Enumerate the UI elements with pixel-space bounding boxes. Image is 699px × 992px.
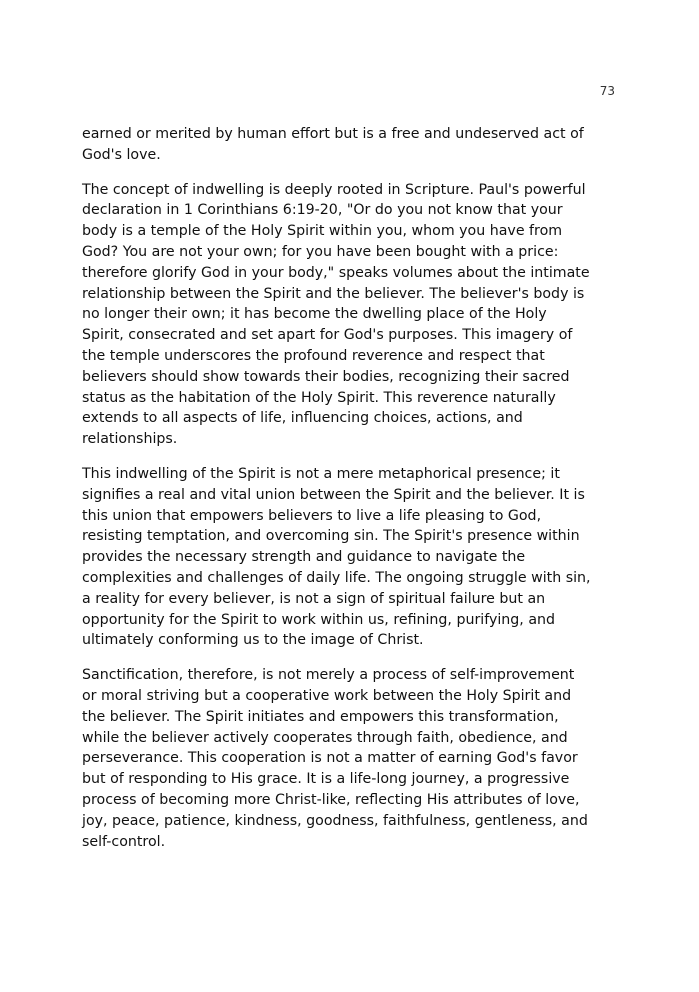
page-number: 73 — [599, 84, 615, 98]
paragraph — [82, 464, 642, 651]
text-line: a reality for every believer, is not a sign of spiritual failure but an — [82, 590, 546, 607]
text-line: no longer their own; it has become the dwelling place of the Holy — [82, 306, 547, 323]
paragraph — [82, 124, 642, 166]
body-text — [82, 124, 642, 866]
text-line: relationship between the Spirit and the believer. The believer's body is — [82, 285, 585, 302]
text-line: opportunity for the Spirit to work within us, refining, purifying, and — [82, 611, 556, 628]
text-line: ultimately conforming us to the image of Christ. — [82, 632, 424, 649]
text-line: perseverance. This cooperation is not a matter of earning God's favor — [82, 750, 578, 767]
text-line: the believer. The Spirit initiates and empowers this transformation, — [82, 708, 559, 725]
text-line: This indwelling of the Spirit is not a mere metaphorical presence; it — [82, 465, 560, 482]
text-line: believers should show towards their bodies, recognizing their sacred — [82, 368, 570, 385]
text-line: status as the habitation of the Holy Spirit. This reverence naturally — [82, 389, 556, 406]
text-line: signifies a real and vital union between the Spirit and the believer. It is — [82, 486, 585, 503]
text-line: joy, peace, patience, kindness, goodness, faithfulness, gentleness, and — [82, 812, 588, 829]
text-line: complexities and challenges of daily life. The ongoing struggle with sin, — [82, 569, 591, 586]
text-line: therefore glorify God in your body," speaks volumes about the intimate — [82, 264, 590, 281]
text-line: the temple underscores the profound reverence and respect that — [82, 347, 545, 364]
text-line: self-control. — [82, 833, 166, 850]
text-line: earned or merited by human effort but is a free and undeserved act of — [82, 126, 584, 142]
text-line: resisting temptation, and overcoming sin. The Spirit's presence within — [82, 528, 580, 545]
text-line: The concept of indwelling is deeply rooted in Scripture. Paul's powerful — [82, 181, 586, 198]
text-line: provides the necessary strength and guidance to navigate the — [82, 549, 526, 566]
text-line: Sanctification, therefore, is not merely a process of self-improvement — [82, 667, 575, 684]
text-line: while the believer actively cooperates through faith, obedience, and — [82, 729, 568, 746]
text-line: God? You are not your own; for you have been bought with a price: — [82, 243, 559, 260]
text-line: but of responding to His grace. It is a life-long journey, a progressive — [82, 771, 570, 788]
text-line: process of becoming more Christ-like, reflecting His attributes of love, — [82, 791, 580, 808]
paragraph — [82, 665, 642, 852]
text-line: body is a temple of the Holy Spirit within you, whom you have from — [82, 223, 563, 240]
text-line: God's love. — [82, 146, 161, 163]
text-line: relationships. — [82, 431, 178, 448]
text-line: declaration in 1 Corinthians 6:19-20, "Or do you not know that your — [82, 202, 563, 219]
text-line: or moral striving but a cooperative work between the Holy Spirit and — [82, 687, 572, 704]
text-line: this union that empowers believers to live a life pleasing to God, — [82, 507, 542, 524]
text-line: extends to all aspects of life, influencing choices, actions, and — [82, 410, 523, 427]
paragraph — [82, 180, 642, 450]
text-line: Spirit, consecrated and set apart for God's purposes. This imagery of — [82, 327, 573, 344]
